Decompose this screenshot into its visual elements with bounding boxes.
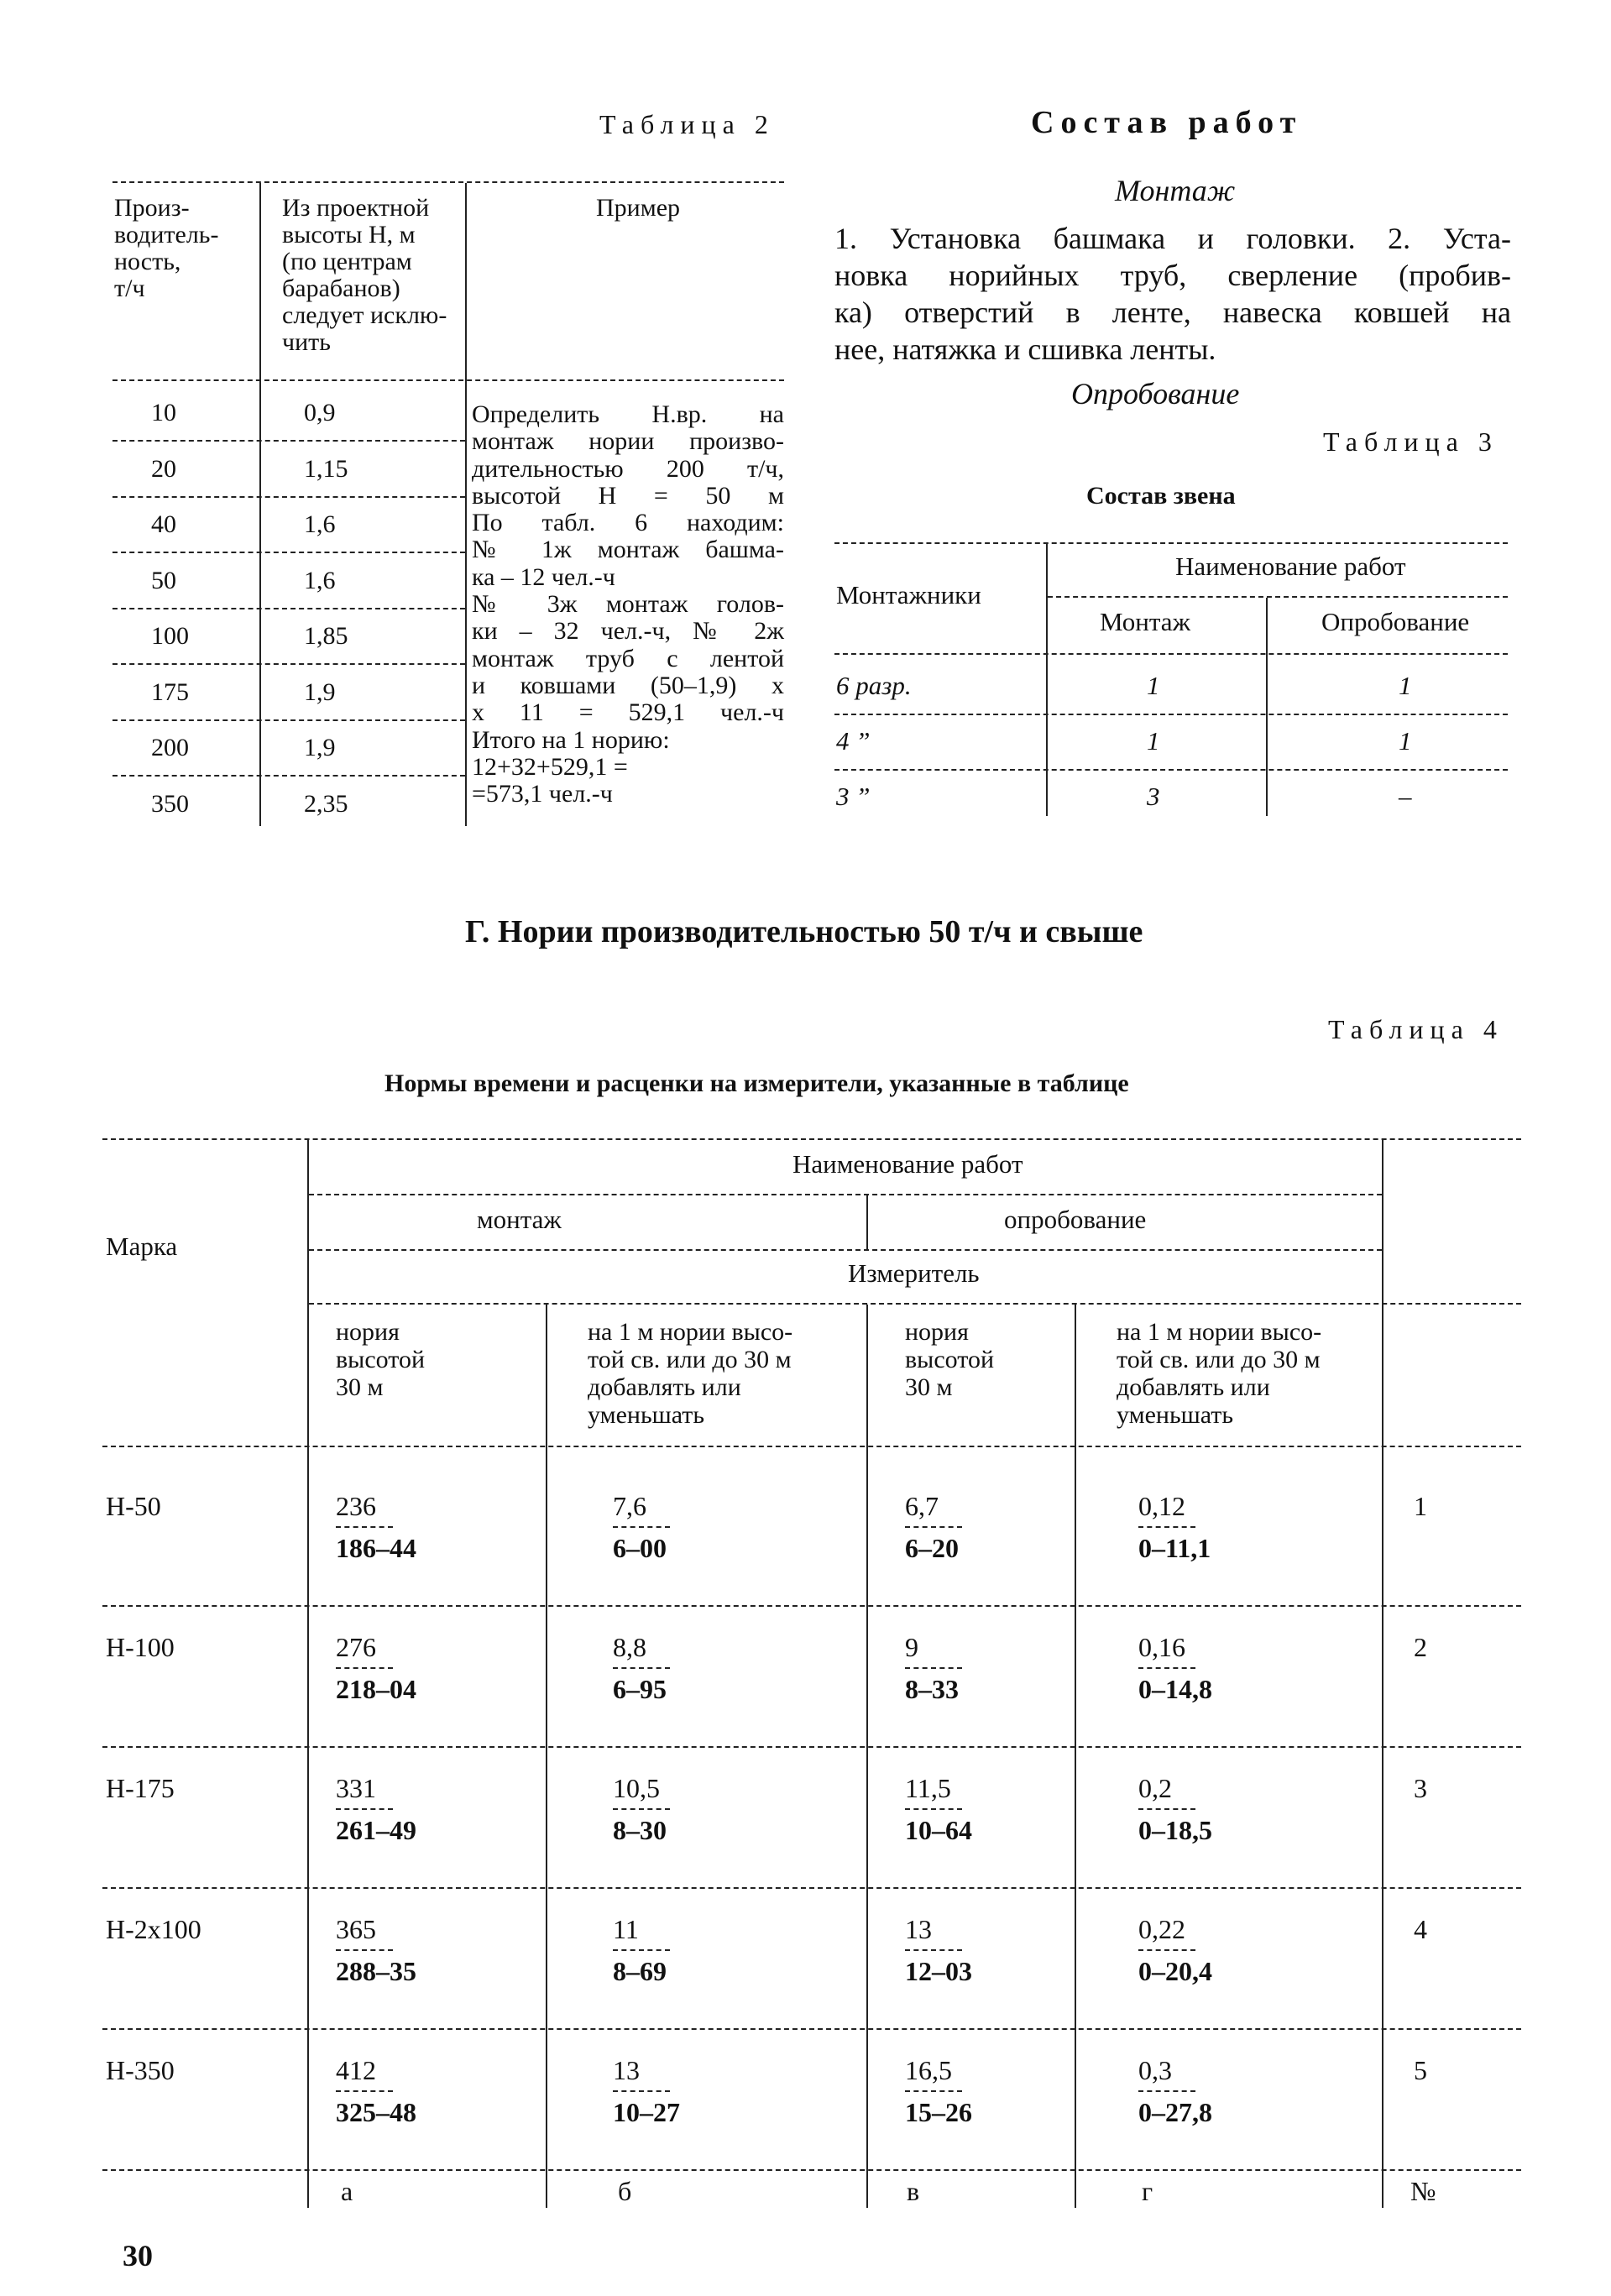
table4-rate-value: 8–30 xyxy=(613,1815,667,1845)
fraction-bar xyxy=(1138,1526,1195,1528)
table3-header-testing: Опробование xyxy=(1321,607,1470,636)
table3-row-rule xyxy=(834,769,1508,771)
table4-rate-value: 218–04 xyxy=(336,1674,416,1704)
table4-measure-rule xyxy=(309,1303,1521,1305)
table2-caption: Таблица 2 xyxy=(599,109,775,139)
montage-text: 1. Установка башмака и головки. 2. Уста- новка норийных труб, сверление (пробив- ка) отверстий в ленте, навеска ковшей на нее, натяжка и сшивка ленты. xyxy=(834,222,1511,366)
table4-footer-a: а xyxy=(341,2176,353,2206)
table2-header-height: Из проектной высоты Н, м (по центрам барабанов) следует исклю- чить xyxy=(282,194,447,356)
table4-norm-value: 365 xyxy=(336,1914,376,1944)
table4-cell-number: 5 xyxy=(1414,2055,1427,2085)
table3-cell-testing: 1 xyxy=(1399,726,1412,756)
table4-norm-value: 0,3 xyxy=(1138,2055,1172,2085)
table4-rate-value: 12–03 xyxy=(905,1956,972,1986)
table4-work-rule xyxy=(309,1249,1382,1251)
table4-rate-value: 8–33 xyxy=(905,1674,959,1704)
table3-group-rule xyxy=(1048,596,1508,598)
table3-divider-2 xyxy=(1266,598,1268,816)
table2-cell-production: 350 xyxy=(151,790,189,818)
composition-title: Состав работ xyxy=(1031,105,1303,140)
table4-cell-b xyxy=(613,2053,680,2129)
table4-cell-c xyxy=(905,1771,972,1847)
table4-divider-cd xyxy=(1075,1305,1076,2208)
table2-row-rule xyxy=(112,440,465,442)
table4-rate-value: 6–00 xyxy=(613,1533,667,1563)
table3-cell-grade: 3 ” xyxy=(836,782,871,811)
table2-cell-height: 1,6 xyxy=(304,567,336,594)
table2-row-rule xyxy=(112,663,465,665)
table4-row-rule xyxy=(102,1605,1521,1607)
table4-cell-a xyxy=(336,1489,416,1565)
table3-cell-montage: 3 xyxy=(1147,782,1160,811)
table2-cell-production: 200 xyxy=(151,734,189,761)
table4-norm-value: 13 xyxy=(905,1914,932,1944)
table4-sub-c: нория высотой 30 м xyxy=(905,1318,995,1401)
table4-rate-value: 8–69 xyxy=(613,1956,667,1986)
table4-rate-value: 0–18,5 xyxy=(1138,1815,1212,1845)
table4-norm-value: 8,8 xyxy=(613,1632,646,1662)
table3-header-workers: Монтажники xyxy=(836,580,981,609)
table4-rate-value: 186–44 xyxy=(336,1533,416,1563)
table4-norm-value: 0,12 xyxy=(1138,1491,1185,1521)
section-heading: Г. Нории производительностью 50 т/ч и свыше xyxy=(465,914,1143,949)
testing-heading: Опробование xyxy=(1071,377,1240,411)
montage-heading: Монтаж xyxy=(1115,174,1236,207)
table2-col-divider-2 xyxy=(465,183,467,379)
table3-title: Состав звена xyxy=(1086,482,1236,510)
table4-norm-value: 331 xyxy=(336,1773,376,1803)
table4-rate-value: 6–95 xyxy=(613,1674,667,1704)
table2-cell-production: 40 xyxy=(151,510,176,538)
table4-rate-value: 15–26 xyxy=(905,2097,972,2127)
table2-header-example: Пример xyxy=(596,194,681,222)
table4-divider-mark xyxy=(307,1140,309,2208)
table4-cell-mark: Н-350 xyxy=(106,2055,175,2085)
table4-rate-value: 288–35 xyxy=(336,1956,416,1986)
fraction-bar xyxy=(613,2090,670,2092)
table4-cell-number: 4 xyxy=(1414,1914,1427,1944)
table4-divider-ab xyxy=(546,1305,547,2208)
table4-cell-mark: Н-50 xyxy=(106,1491,161,1521)
table4-footer-d: г xyxy=(1142,2176,1153,2206)
table4-header-montage: монтаж xyxy=(477,1205,562,1234)
table4-cell-c xyxy=(905,1912,972,1988)
fraction-bar xyxy=(613,1526,670,1528)
table4-cell-number: 2 xyxy=(1414,1632,1427,1662)
fraction-bar xyxy=(1138,2090,1195,2092)
table2-col-divider-1 xyxy=(259,183,261,826)
fraction-bar xyxy=(905,1526,962,1528)
table4-cell-c xyxy=(905,1489,962,1565)
fraction-bar xyxy=(613,1949,670,1951)
table4-cell-number: 3 xyxy=(1414,1773,1427,1803)
table2-top-rule xyxy=(112,181,784,183)
table4-row-rule xyxy=(102,1746,1521,1748)
table2-cell-production: 100 xyxy=(151,622,189,650)
table4-norm-value: 10,5 xyxy=(613,1773,660,1803)
table4-header-testing: опробование xyxy=(1004,1205,1147,1234)
table4-footer-b: б xyxy=(618,2176,632,2206)
table4-footer-rule xyxy=(102,2169,1521,2171)
table4-sub-b: на 1 м нории высо- той св. или до 30 м добавлять или уменьшать xyxy=(588,1318,793,1429)
table4-divider-num xyxy=(1382,1140,1383,2208)
table2-cell-height: 1,9 xyxy=(304,678,336,706)
table4-cell-d xyxy=(1138,1630,1212,1706)
table4-rate-value: 261–49 xyxy=(336,1815,416,1845)
table3-header-group: Наименование работ xyxy=(1175,552,1406,581)
table4-norm-value: 412 xyxy=(336,2055,376,2085)
fraction-bar xyxy=(336,1667,393,1669)
table2-cell-height: 1,85 xyxy=(304,622,348,650)
table3-cell-montage: 1 xyxy=(1147,726,1160,756)
table4-cell-b xyxy=(613,1489,670,1565)
fraction-bar xyxy=(336,1808,393,1810)
table4-rate-value: 0–11,1 xyxy=(1138,1533,1211,1563)
table4-norm-value: 11,5 xyxy=(905,1773,951,1803)
table4-title: Нормы времени и расценки на измерители, указанные в таблице xyxy=(384,1070,1129,1097)
table4-cell-b xyxy=(613,1771,670,1847)
fraction-bar xyxy=(905,1949,962,1951)
fraction-bar xyxy=(613,1808,670,1810)
table4-rate-value: 6–20 xyxy=(905,1533,959,1563)
table4-cell-c xyxy=(905,2053,972,2129)
table2-cell-production: 175 xyxy=(151,678,189,706)
table4-norm-value: 7,6 xyxy=(613,1491,646,1521)
table4-norm-value: 16,5 xyxy=(905,2055,952,2085)
fraction-bar xyxy=(905,2090,962,2092)
table4-cell-a xyxy=(336,2053,416,2129)
table4-cell-d xyxy=(1138,1771,1212,1847)
table4-norm-value: 0,16 xyxy=(1138,1632,1185,1662)
table2-row-rule xyxy=(112,775,465,777)
table4-header-measure: Измеритель xyxy=(848,1258,980,1288)
table4-norm-value: 276 xyxy=(336,1632,376,1662)
table2-header-rule xyxy=(112,379,784,381)
table2-cell-height: 1,6 xyxy=(304,510,336,538)
table4-footer-num: № xyxy=(1410,2176,1436,2206)
table4-norm-value: 9 xyxy=(905,1632,918,1662)
fraction-bar xyxy=(1138,1667,1195,1669)
fraction-bar xyxy=(1138,1949,1195,1951)
table3-top-rule xyxy=(834,542,1508,544)
table4-norm-value: 6,7 xyxy=(905,1491,939,1521)
table4-header-group: Наименование работ xyxy=(792,1149,1023,1179)
table3-cell-testing: 1 xyxy=(1399,671,1412,700)
table4-rate-value: 0–20,4 xyxy=(1138,1956,1212,1986)
table2-cell-production: 20 xyxy=(151,455,176,483)
table3-cell-grade: 6 разр. xyxy=(836,671,912,700)
table4-cell-d xyxy=(1138,2053,1212,2129)
fraction-bar xyxy=(905,1667,962,1669)
table4-divider-work xyxy=(866,1195,868,1251)
table4-cell-d xyxy=(1138,1912,1212,1988)
fraction-bar xyxy=(336,1526,393,1528)
fraction-bar xyxy=(905,1808,962,1810)
fraction-bar xyxy=(336,1949,393,1951)
table4-cell-mark: Н-175 xyxy=(106,1773,175,1803)
table3-cell-testing: – xyxy=(1399,782,1412,811)
fraction-bar xyxy=(336,2090,393,2092)
table2-example: Определить Н.вр. на монтаж нории произво- дительностью 200 т/ч, высотой Н = 50 м По табл. 6 находим: № 1ж монтаж башма- ка – 12 чел.-ч № 3ж монтаж голов- ки – 32 чел.-ч, № 2ж монтаж труб с лентой и ковшами (50–1,9) х х 11 = 529,1 чел.-ч Итого на 1 норию: 12+32+529,1 = =573,1 чел.-ч xyxy=(472,400,784,808)
table4-norm-value: 11 xyxy=(613,1914,639,1944)
table2-row-rule xyxy=(112,608,465,609)
table4-rate-value: 0–14,8 xyxy=(1138,1674,1212,1704)
table2-cell-height: 2,35 xyxy=(304,790,348,818)
table2-cell-height: 0,9 xyxy=(304,399,336,426)
table4-rate-value: 0–27,8 xyxy=(1138,2097,1212,2127)
table4-cell-number: 1 xyxy=(1414,1491,1427,1521)
table4-norm-value: 13 xyxy=(613,2055,640,2085)
table4-header-mark: Марка xyxy=(106,1232,178,1261)
table4-cell-a xyxy=(336,1912,416,1988)
table4-footer-c: в xyxy=(907,2176,920,2206)
fraction-bar xyxy=(613,1667,670,1669)
table2-cell-height: 1,15 xyxy=(304,455,348,483)
table4-cell-d xyxy=(1138,1489,1211,1565)
table4-cell-mark: Н-2х100 xyxy=(106,1914,201,1944)
table2-cell-production: 50 xyxy=(151,567,176,594)
table3-cell-montage: 1 xyxy=(1147,671,1160,700)
table3-header-rule xyxy=(834,653,1508,655)
table4-cell-a xyxy=(336,1771,416,1847)
table4-norm-value: 0,2 xyxy=(1138,1773,1172,1803)
table4-sub-a: нория высотой 30 м xyxy=(336,1318,426,1401)
table3-caption: Таблица 3 xyxy=(1323,426,1499,457)
table4-header-rule xyxy=(102,1446,1521,1447)
table4-cell-b xyxy=(613,1912,670,1988)
table2-cell-height: 1,9 xyxy=(304,734,336,761)
table4-cell-mark: Н-100 xyxy=(106,1632,175,1662)
table4-group-rule xyxy=(309,1194,1382,1195)
table3-row-rule xyxy=(834,714,1508,715)
table2-row-rule xyxy=(112,496,465,498)
table4-divider-bc xyxy=(866,1305,868,2208)
table2-cell-production: 10 xyxy=(151,399,176,426)
table4-rate-value: 10–64 xyxy=(905,1815,972,1845)
table4-cell-a xyxy=(336,1630,416,1706)
fraction-bar xyxy=(1138,1808,1195,1810)
table4-rate-value: 325–48 xyxy=(336,2097,416,2127)
table4-norm-value: 0,22 xyxy=(1138,1914,1185,1944)
table4-caption: Таблица 4 xyxy=(1328,1014,1504,1044)
table4-sub-d: на 1 м нории высо- той св. или до 30 м добавлять или уменьшать xyxy=(1117,1318,1322,1429)
table4-norm-value: 236 xyxy=(336,1491,376,1521)
table2-col-divider-2b xyxy=(465,379,467,826)
page-number: 30 xyxy=(123,2239,153,2272)
table4-rate-value: 10–27 xyxy=(613,2097,680,2127)
table3-header-montage: Монтаж xyxy=(1100,607,1190,636)
table2-row-rule xyxy=(112,552,465,553)
table4-row-rule xyxy=(102,1887,1521,1889)
table2-header-production: Произ- водитель- ность, т/ч xyxy=(114,194,219,302)
table4-top-rule xyxy=(102,1138,1521,1140)
table4-cell-b xyxy=(613,1630,670,1706)
table4-row-rule xyxy=(102,2028,1521,2030)
table3-cell-grade: 4 ” xyxy=(836,726,871,756)
table4-cell-c xyxy=(905,1630,962,1706)
table2-row-rule xyxy=(112,719,465,721)
table3-divider-1 xyxy=(1046,544,1048,816)
